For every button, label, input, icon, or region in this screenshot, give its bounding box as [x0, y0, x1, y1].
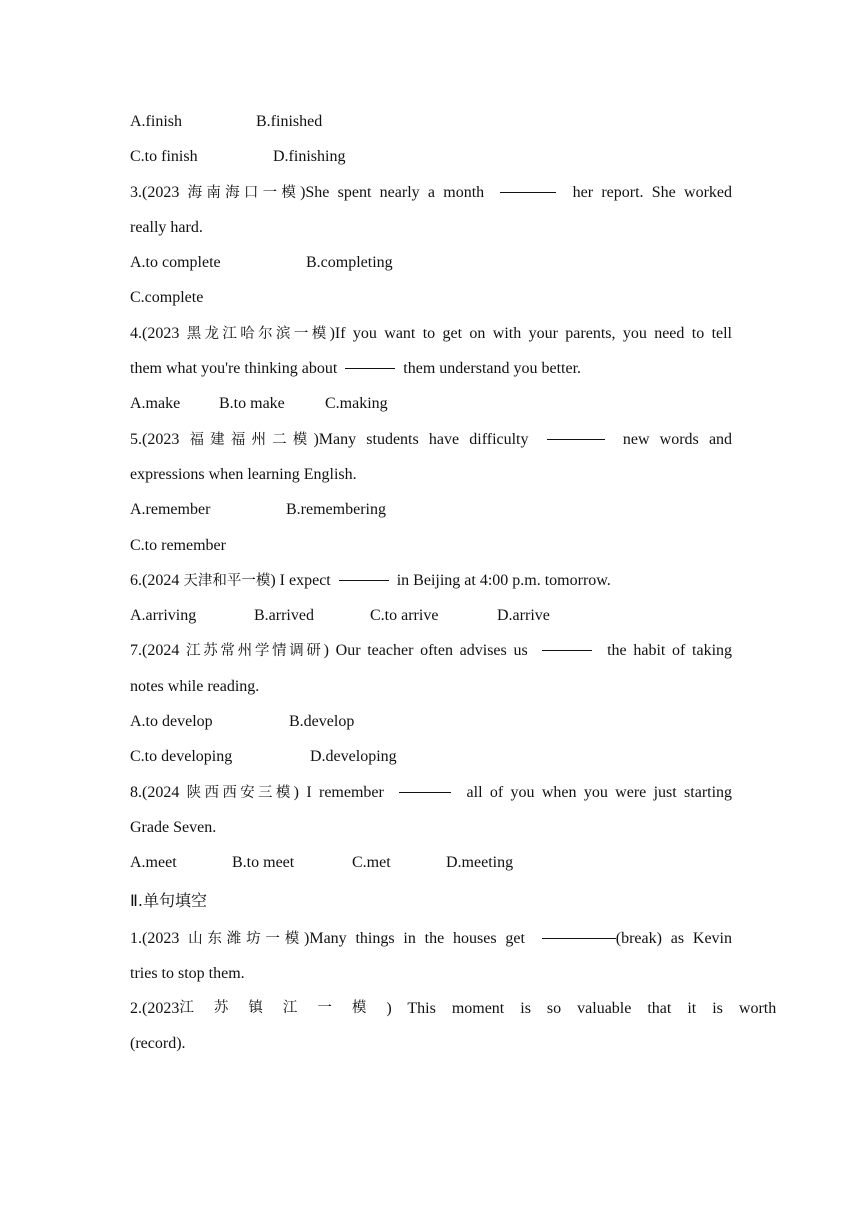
s2-stem-post: ) This moment is so valuable that it is worth: [386, 1000, 777, 1018]
q7-option-a[interactable]: A.to develop: [130, 713, 213, 731]
q3-number: 3.(2023: [130, 183, 188, 201]
q3-blank[interactable]: [500, 191, 556, 193]
q3-option-c[interactable]: C.complete: [130, 289, 204, 307]
q6-source: 天津和平一模: [183, 572, 271, 589]
q7-option-b[interactable]: B.develop: [289, 713, 355, 731]
q8-option-a[interactable]: A.meet: [130, 854, 177, 872]
q8-blank[interactable]: [399, 791, 451, 793]
section-2-title: Ⅱ.单句填空: [130, 890, 207, 910]
s2-source: 江苏镇江一模: [179, 1000, 387, 1017]
q5-stem-post: new words and: [622, 430, 733, 448]
s1-blank[interactable]: [542, 937, 616, 939]
q4-option-c[interactable]: C.making: [325, 395, 388, 413]
s2-stem-line-2: (record).: [130, 1035, 186, 1053]
q4-stem-line-2: [130, 351, 732, 386]
q4-stem-line-1: [130, 316, 732, 351]
q8-stem-post: all of you when you were just starting: [466, 783, 733, 801]
q6-blank[interactable]: [339, 579, 389, 581]
q8-stem-line-2: Grade Seven.: [130, 818, 217, 836]
q2-option-b[interactable]: B.finished: [256, 113, 323, 130]
q5-stem-pre: )Many students have difficulty: [313, 430, 529, 448]
q5-blank[interactable]: [547, 438, 605, 440]
q4-stem-line2-pre: them what you're thinking about: [130, 360, 338, 378]
q7-number: 7.(2024: [130, 642, 187, 660]
q8-option-b[interactable]: B.to meet: [232, 854, 295, 872]
q7-options-row-2: [130, 739, 732, 774]
q7-option-d[interactable]: D.developing: [310, 748, 397, 766]
q7-blank[interactable]: [542, 649, 592, 651]
q2-option-a[interactable]: A.finish: [130, 113, 182, 130]
q4-stem-pre: )If you want to get on with your parents, you need to tell: [329, 324, 733, 342]
q6-option-b[interactable]: B.arrived: [254, 607, 314, 625]
worksheet-page: [130, 104, 777, 1062]
q2-option-d[interactable]: D.finishing: [273, 148, 346, 166]
q3-options-row-2: [130, 280, 732, 315]
q5-option-b[interactable]: B.remembering: [286, 501, 386, 519]
q4-blank[interactable]: [345, 367, 395, 369]
q3-options-row-1: [130, 245, 732, 280]
q8-source: 陕西西安三模: [186, 784, 294, 801]
q2-option-c[interactable]: C.to finish: [130, 148, 198, 166]
q8-option-c[interactable]: C.met: [352, 854, 391, 872]
q3-stem-post: her report. She worked: [572, 183, 733, 201]
q6-option-d[interactable]: D.arrive: [497, 607, 550, 625]
q3-option-a[interactable]: A.to complete: [130, 254, 221, 272]
q7-stem-line-1: [130, 633, 732, 668]
s1-stem-line-1: [130, 921, 732, 956]
q3-stem-pre: )She spent nearly a month: [300, 183, 485, 201]
q5-options-row-1: [130, 492, 732, 527]
s1-number: 1.(2023: [130, 929, 189, 947]
s1-stem-post: (break) as Kevin: [615, 929, 733, 947]
q4-option-a[interactable]: A.make: [130, 395, 181, 413]
q5-option-c[interactable]: C.to remember: [130, 536, 226, 554]
q3-option-b[interactable]: B.completing: [306, 254, 393, 272]
s2-number: 2.(2023: [130, 1000, 180, 1018]
q3-stem-line-1: [130, 175, 732, 210]
s2-stem-line-1: [130, 991, 777, 1026]
q2-options-row-1: [130, 104, 732, 139]
q4-number: 4.(2023: [130, 324, 187, 342]
s1-source: 山东潍坊一模: [188, 930, 305, 947]
q6-option-c[interactable]: C.to arrive: [370, 607, 439, 625]
q5-options-row-2: [130, 528, 732, 563]
s1-stem-pre: )Many things in the houses get: [304, 929, 525, 947]
q5-source: 福建福州二模: [189, 431, 314, 448]
q8-option-d[interactable]: D.meeting: [446, 854, 514, 872]
q5-option-a[interactable]: A.remember: [130, 501, 211, 519]
q6-stem-post: in Beijing at 4:00 p.m. tomorrow.: [396, 571, 611, 589]
s1-stem-line-2: tries to stop them.: [130, 964, 245, 982]
q2-options-row-2: [130, 139, 732, 174]
q8-stem-line-1: [130, 775, 732, 810]
q4-option-b[interactable]: B.to make: [219, 395, 285, 413]
q6-stem-line-1: [130, 563, 732, 598]
q6-stem-pre: ) I expect: [270, 571, 331, 589]
q7-stem-pre: ) Our teacher often advises us: [323, 642, 528, 660]
q7-stem-line-2: notes while reading.: [130, 677, 260, 695]
q8-number: 8.(2024: [130, 783, 187, 801]
q8-stem-pre: ) I remember: [293, 783, 384, 801]
q3-stem-line-2: really hard.: [130, 218, 203, 236]
q8-options-row: [130, 845, 732, 880]
q6-option-a[interactable]: A.arriving: [130, 607, 197, 625]
q4-stem-line2-post: them understand you better.: [403, 360, 582, 378]
q7-option-c[interactable]: C.to developing: [130, 748, 233, 766]
q7-stem-post: the habit of taking: [607, 642, 733, 660]
q5-stem-line-2: expressions when learning English.: [130, 465, 357, 483]
q7-options-row-1: [130, 704, 732, 739]
q5-number: 5.(2023: [130, 430, 190, 448]
q5-stem-line-1: [130, 422, 732, 457]
q6-options-row: [130, 598, 732, 633]
q6-number: 6.(2024: [130, 571, 184, 589]
q7-source: 江苏常州学情调研: [186, 643, 324, 660]
q4-source: 黑龙江哈尔滨一模: [186, 325, 330, 342]
q4-options-row: [130, 386, 732, 421]
q3-source: 海南海口一模: [187, 184, 301, 201]
